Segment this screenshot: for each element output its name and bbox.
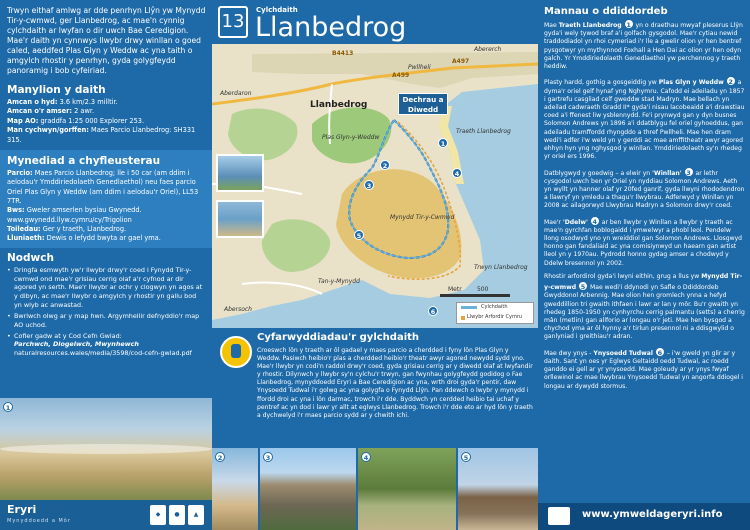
route-point-5: 5 bbox=[354, 230, 364, 240]
middle-column bbox=[212, 0, 538, 530]
route-point-6: 6 bbox=[428, 306, 438, 316]
map-label-pwllheli: Pwllheli bbox=[408, 64, 431, 71]
poi-paragraph: Mae Traeth Llanbedrog 1 yn o draethau mwyaf pleserus Llŷn gyda'i wely tywod braf a'i golfach gysgodol. Mae'r cytiau newid traddodiadol yn rhoi cymeriad i'r lle a gwelir olion yr hen bentref pysgotwyr yn mythynnod Foxhall a Hen Dai ac olion yr hen odyn galch. Yr Ymddiriedolaeth Genedlaethol yw perchennog y traeth heddiw. bbox=[544, 21, 743, 71]
partner-logos bbox=[150, 505, 204, 525]
poi-paragraph: Mae dwy ynys - Ynysoedd Tudwal 6 – i'w gweld yn glir ar y daith. Sant yn oes yr Eglwys Geltaidd oedd Tudwal, ac roedd ganddo ei gell ar yr ynysoedd. Mae goleudy ar yr ynys fwyaf orllewinol ac mae llwybrau Ynysoedd Tudwal yn angorfa ddiogel i longau ar dywydd stormus. bbox=[544, 348, 743, 390]
route-directions bbox=[212, 328, 538, 430]
photo-statue: 5 bbox=[458, 448, 538, 530]
logo-icon: ▲ bbox=[188, 505, 204, 525]
manylion-list bbox=[0, 98, 212, 145]
scale-bar bbox=[440, 294, 510, 297]
mynediad-title: Mynediad a chyfleusterau bbox=[7, 154, 161, 167]
map-label-aberdaron: Aberdaron bbox=[220, 90, 252, 97]
map-label-abersoch: Abersoch bbox=[224, 306, 252, 313]
intro-text: Trwyn eithaf amlwg ar dde penrhyn Llŷn yw Mynydd Tir-y-cwmwd, ger Llanbedrog, ac mae'n cynnig cylchdaith ar lwyfan o dir uwch Bae Ceredigion. Mae'r daith yn cynnwys llwybr drwy winllan o goed caled, aeddfed Plas Glyn y Weddw ac yna taith o amgylch rhostir y penrhyn, gyda golygfeydd panoramig i bob cyfeiriad. bbox=[7, 6, 206, 76]
fact-row: Parcio: Maes Parcio Llanbedrog; lle i 50 car (am ddim i aelodau'r Ymddiriedolaeth Genedlaethol) neu faes parcio Oriel Plas Glyn y Weddw (am ddim i aelodau'r Oriel), LL53 7TR. bbox=[7, 168, 199, 205]
map-label-llanbedrog: Llanbedrog bbox=[310, 100, 368, 110]
route-text: Croeswch lôn y traeth ar ôl gadael y maes parcio a cherdded i fyny lôn Plas Glyn y Weddw. Pasiwch heibio'r plas a cherdded heibio'r theatr awyr agored newydd sydd yno. Mae'r llwybr yn codi'n raddol drwy'r coed, gyda grisiau cerrig ar y diwedd olaf at lwyfandir y rhostir. Dilynwch y llwybr sy'n cylchu'r trwyn, gan fwynhau golygfeydd godidog o Fae Llanbedrog, mynyddoedd Eryri a Bae Ceredigion ac yna, wrth droi gyda'r pentir, daw Ynysoedd Tudwal i'r golwg ac yna golygfa o Fynydd Llŷn. Pan ddewch o lwybr y mynydd i ffordd droi ac yna i lôn darmac, trowch i'r dde. Byddwch yn cerdded heibio tai uchaf y pentref ac yn dod i lawr yr allt at eglwys Llanbedrog. Trowch i'r dde eto ar hyd lôn y traeth a dychwelyd i'r maes parcio sydd ar y chwith ichi. bbox=[257, 347, 533, 419]
poi-paragraph: Datblygwyd y goedwig – a elwir yn 'Winllan' 3 ar lethr cysgodol uwch ben yr Oriel yn nyddiau Solomon Andrews. Aeth yn wyllt yn hanner olaf yr 20fed ganrif, gyda llwyni rhododendron a llawryf yn ymledu a thagu'r llwybrau. Adferwyd y Winllan yn 2008 ac ailagorwyd Llwybrau Madryn a Solomon drwy'r coed. bbox=[544, 168, 745, 210]
list-item: • Bwriwch olwg ar y map hwn. Argymhellir defnyddio'r map AO uchod. bbox=[7, 312, 205, 330]
eryri-brand: Eryri bbox=[7, 503, 37, 516]
fact-row: Man cychwyn/gorffen: Maes Parcio Llanbedrog: SH331 315. bbox=[7, 126, 196, 144]
map-legend: Cylchdaith Llwybr Arfordir Cymru bbox=[456, 302, 534, 324]
logo-icon: ◆ bbox=[150, 505, 166, 525]
walk-kicker: Cylchdaith bbox=[256, 6, 298, 14]
scale-label: Metr 500 bbox=[448, 286, 489, 293]
photo-plas-glyn-y-weddw: 3 bbox=[260, 448, 356, 530]
right-column bbox=[538, 0, 750, 530]
map-label-traeth: Traeth Llanbedrog bbox=[456, 128, 511, 135]
route-map[interactable] bbox=[212, 44, 538, 328]
route-point-3: 3 bbox=[364, 180, 374, 190]
road-label: A499 bbox=[392, 72, 410, 79]
country-code-link[interactable]: naturalresources.wales/media/3598/cod-cefn-gwlad.pdf bbox=[14, 349, 192, 358]
list-item: • Dringfa esmwyth yw'r llwybr drwy'r coed i Fynydd Tir-y-cwmwd ond mae'r grisiau cerrig olaf a'r cyfnod ar dir agored yn serth. Mae'r llwybr ar ochr y clogwyn yn agos at y dibyn, ac mae'r llwybr o amgylch y rhostir yn gallu bod yn wlyb ac anwastad. bbox=[7, 266, 205, 310]
map-label-trwyn: Trwyn Llanbedrog bbox=[474, 264, 528, 271]
points-of-interest-title: Mannau o ddiddordeb bbox=[544, 6, 668, 17]
route-title: Cyfarwyddiadau'r gylchdaith bbox=[257, 332, 420, 343]
poi-paragraph: Rhostir arfordirol gyda'i lwyni eithin, grug a llus yw Mynydd Tir-y-cwmwd 5 Mae wedi'i ddynodi yn Safle o Ddiddordeb Gwyddonol Arbennig. Mae olion hen gromlech ynna a hefyd gweddillion tri gwaith ithfaen i lawr ar lan y môr. Bu'r gwaith yn rhedeg 1850-1950 yn cynhyrchu cerrig palmantu (setts) a cherrig mân (metlin) gan allforio ar longau o'r jeti. Mae hen bysgod a chychod yma ar ôl hynny a'r tirlun presennol ni a ddisgwylid o ganlyniad i greithiau'r adran. bbox=[544, 272, 745, 341]
page-title: Llanbedrog bbox=[255, 12, 407, 43]
walk-number: 13 bbox=[218, 6, 248, 38]
walker-icon bbox=[220, 336, 252, 368]
fact-row: Lluniaeth: Dewis o lefydd bwyta ar gael yma. bbox=[7, 234, 161, 243]
map-pin-icon bbox=[548, 507, 570, 525]
points-of-interest bbox=[544, 19, 746, 499]
photo-strip bbox=[212, 448, 538, 530]
thumb-photo bbox=[216, 154, 264, 192]
fact-row: Amcan o hyd: 3.6 km/2.3 milltir. bbox=[7, 98, 118, 107]
map-label-abererch: Abererch bbox=[474, 46, 502, 53]
route-point-1: 1 bbox=[438, 138, 448, 148]
road-label: B4413 bbox=[332, 50, 354, 57]
nodwch-list bbox=[0, 266, 212, 358]
logo-icon: ● bbox=[169, 505, 185, 525]
walk-header bbox=[212, 0, 538, 44]
photo-woodland: 4 bbox=[358, 448, 456, 530]
beach-photo bbox=[0, 398, 212, 500]
mynediad-list bbox=[0, 169, 212, 244]
country-code-tag: Parchwch, Diogelwch, Mwynhewch bbox=[14, 340, 139, 349]
fact-row: Bws: Gweler amserlen bysiau Gwynedd. www.gwynedd.llyw.cymru/cy/Trigolion bbox=[7, 206, 142, 224]
fact-row: Toiledau: Ger y traeth, Llanbedrog. bbox=[7, 225, 127, 234]
photo-dunes: 2 bbox=[212, 448, 258, 530]
route-point-4: 4 bbox=[452, 168, 462, 178]
map-label-tan-y-mynydd: Tan-y-Mynydd bbox=[318, 278, 360, 285]
map-label-plas: Plas Glyn-y-Weddw bbox=[322, 134, 380, 141]
poi-paragraph: Plasty hardd, gothig a gosgeiddig yw Plas Glyn y Weddw 2 a dyma'r oriel gelf hynaf yng Nghymru. Cafodd ei adeiladu yn 1857 i gartrefu casgliad celf gweddw stad Madryn. Mae bellach yn adeilad cadwraeth Gradd II* gyda'i nisau lacobeaidd a'i drawstiau coed a'i ffenest liw ysblennydd. Fe'i prynwyd gan y dyn busnes Solomon Andrews yn 1896 a'i ddatblygu fel oriel gyhoeddus, gan adeiladu tramffordd rhyngddo a thref Pwllheli. Mae hen dram wedi'i adfer i'w weld yn y gerddi ac mae amffitheatr awyr agored ehhyn hyn yng nghysgod y winllan. Ymddiriedolaeth sy'n rhedeg yr oriel ers 1996. bbox=[544, 78, 745, 161]
fact-row: Map AO: graddfa 1:25 000 Explorer 253. bbox=[7, 116, 145, 125]
mynediad-band bbox=[0, 150, 212, 248]
list-item: • Cofier gadw at y Cod Cefn Gwlad: Parchwch, Diogelwch, Mwynhewch naturalresources.wales/media/3598/cod-cefn-gwlad.pdf bbox=[7, 332, 205, 358]
eryri-subtitle: Mynyddoedd a Môr bbox=[7, 518, 71, 524]
website-link[interactable]: www.ymweldageryri.info bbox=[582, 509, 723, 520]
thumb-photo bbox=[216, 200, 264, 238]
route-point-2: 2 bbox=[380, 160, 390, 170]
map-label-mynydd: Mynydd Tir-y-Cwmwd bbox=[390, 214, 455, 221]
manylion-title: Manylion y daith bbox=[7, 84, 106, 97]
left-column bbox=[0, 0, 212, 530]
poi-paragraph: Mae'r 'Ddelw' 4 ar ben llwybr y Winllan a llwybr y traeth ac mae'n gyrchfan boblogaidd i ymwelwyr a phobl leol. Pendelw llong osodwyd yno yn wreiddiol gan Solomon Andrews. Llosgwyd honno gan fandaliaid ac yna comisiynwyd un haearn gan artist lleol yn y 1970au. Pydrodd honno gydag amser a chodwyd y Ddelw bresennol yn 2002. bbox=[544, 217, 743, 267]
start-end-marker: Dechrau a Diwedd bbox=[398, 93, 448, 115]
fact-row: Amcan o'r amser: 2 awr. bbox=[7, 107, 95, 116]
road-label: A497 bbox=[452, 58, 470, 65]
nodwch-title: Nodwch bbox=[7, 251, 54, 264]
photo-number-badge: 1 bbox=[3, 402, 13, 412]
